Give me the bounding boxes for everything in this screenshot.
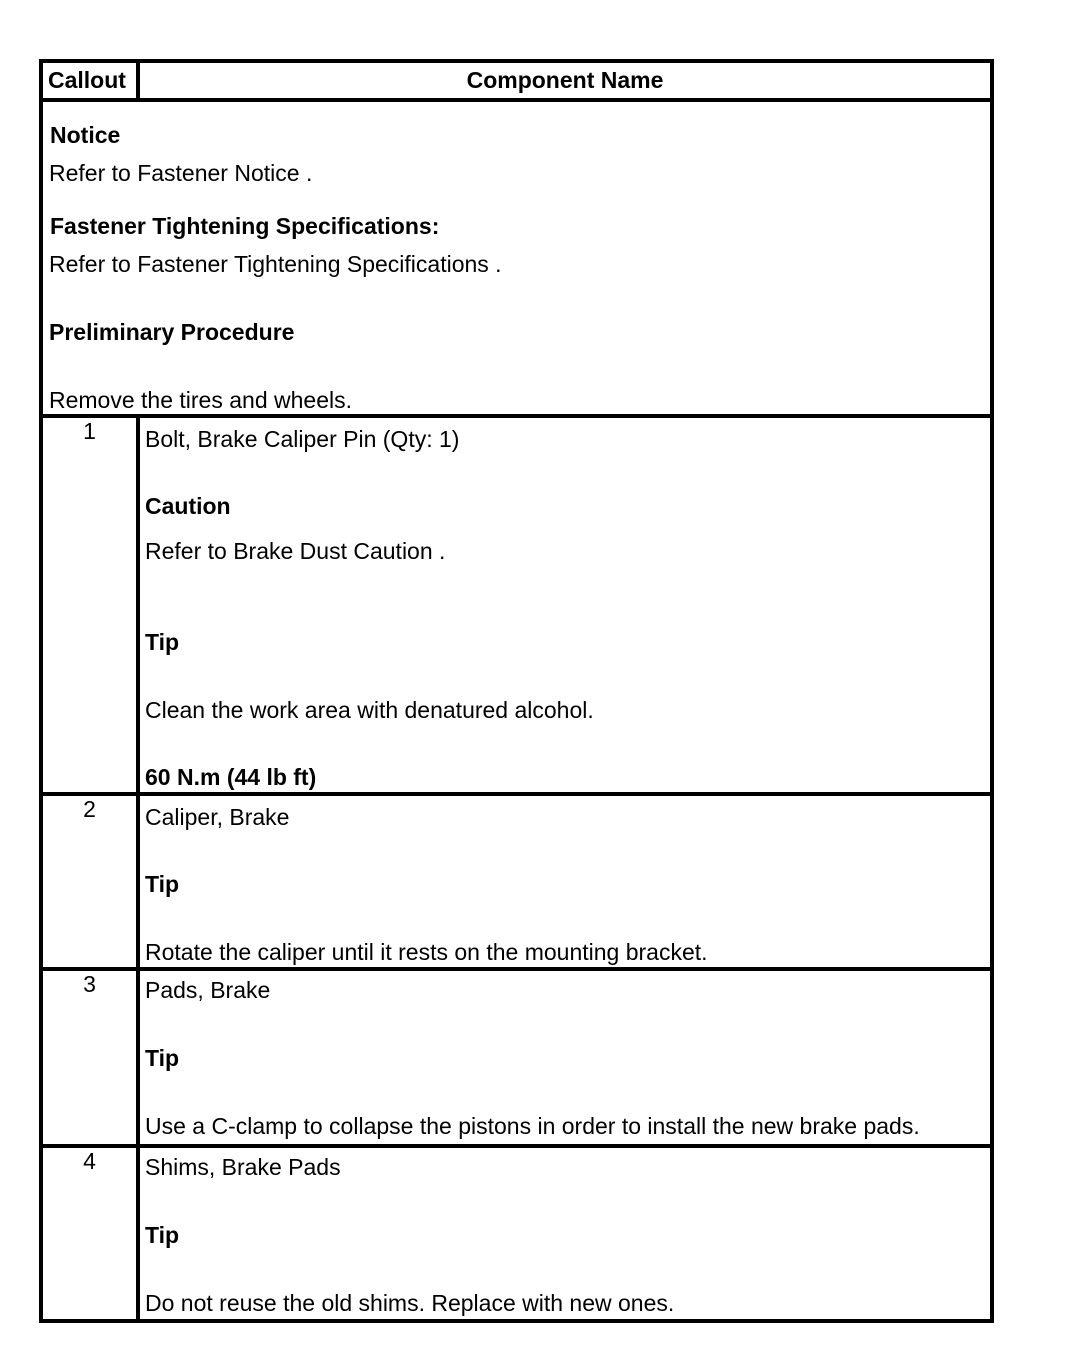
table-row bbox=[41, 969, 992, 1146]
procedure-table bbox=[39, 59, 994, 1323]
tip-text: Rotate the caliper until it rests on the mounting bracket. bbox=[145, 939, 708, 965]
callout-number: 1 bbox=[41, 416, 138, 794]
tip-title: Tip bbox=[145, 871, 180, 897]
callout-header: Callout bbox=[41, 61, 138, 100]
table-row bbox=[41, 416, 992, 794]
intro-row bbox=[41, 100, 992, 416]
header-row bbox=[41, 61, 992, 100]
fastener-spec-title: Fastener Tightening Specifications: bbox=[50, 213, 440, 239]
component-cell bbox=[138, 969, 992, 1146]
torque-spec: 60 N.m (44 lb ft) bbox=[145, 764, 317, 790]
callout-number: 2 bbox=[41, 794, 138, 969]
component-cell bbox=[138, 1146, 992, 1321]
tip-text: Do not reuse the old shims. Replace with new ones. bbox=[145, 1290, 675, 1316]
callout-number: 4 bbox=[41, 1146, 138, 1321]
component-name: Shims, Brake Pads bbox=[145, 1154, 341, 1180]
preliminary-title: Preliminary Procedure bbox=[49, 319, 295, 345]
tip-text: Clean the work area with denatured alcohol. bbox=[145, 697, 594, 723]
caution-text: Refer to Brake Dust Caution . bbox=[145, 538, 446, 564]
component-name-header: Component Name bbox=[138, 61, 992, 100]
tip-title: Tip bbox=[145, 1222, 180, 1248]
tip-text: Use a C-clamp to collapse the pistons in order to install the new brake pads. bbox=[145, 1113, 920, 1139]
table-row bbox=[41, 794, 992, 969]
component-cell bbox=[138, 794, 992, 969]
notice-text: Refer to Fastener Notice . bbox=[49, 160, 313, 186]
component-name: Caliper, Brake bbox=[145, 804, 290, 830]
component-name: Bolt, Brake Caliper Pin (Qty: 1) bbox=[145, 426, 460, 452]
component-cell bbox=[138, 416, 992, 794]
intro-cell bbox=[41, 100, 992, 416]
fastener-spec-text: Refer to Fastener Tightening Specifications . bbox=[49, 251, 502, 277]
notice-title: Notice bbox=[50, 122, 121, 148]
tip-title: Tip bbox=[145, 629, 180, 655]
component-name: Pads, Brake bbox=[145, 977, 271, 1003]
preliminary-text: Remove the tires and wheels. bbox=[49, 387, 352, 413]
caution-title: Caution bbox=[145, 493, 231, 519]
table-row bbox=[41, 1146, 992, 1321]
tip-title: Tip bbox=[145, 1045, 180, 1071]
callout-number: 3 bbox=[41, 969, 138, 1146]
